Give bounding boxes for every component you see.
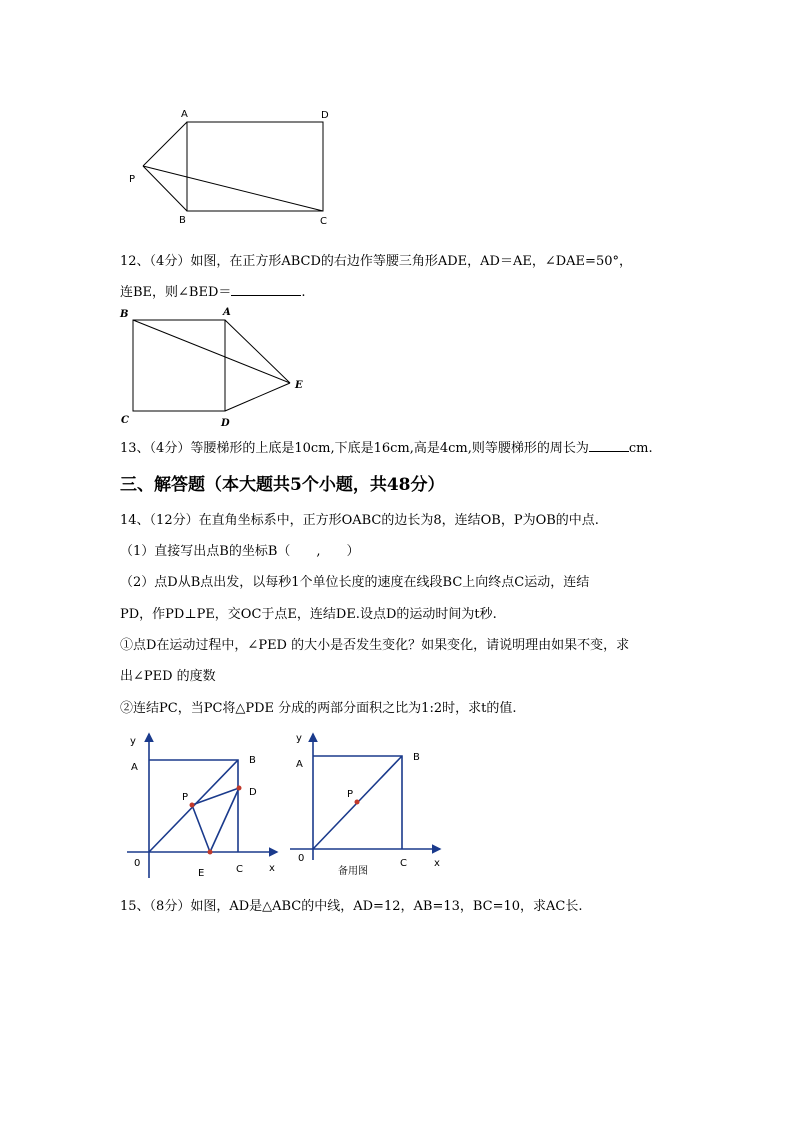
label-c: C <box>236 864 243 875</box>
q14-q1-line1: ①点D在运动过程中，∠PED 的大小是否发生变化？如果变化，请说明理由如果不变，求 <box>120 638 630 653</box>
figure-coordinate-spare <box>288 728 448 883</box>
q14-sub2-line2: PD，作PD⊥PE，交OC于点E，连结DE.设点D的运动时间为t秒. <box>120 607 497 622</box>
label-b: B <box>413 752 420 763</box>
q14-sub2-line1: （2）点D从B点出发，以每秒1个单位长度的速度在线段BC上向终点C运动，连结 <box>120 575 590 590</box>
point-d <box>237 786 242 791</box>
label-a: A <box>131 762 138 773</box>
square-bacd <box>133 320 225 411</box>
label-e: E <box>295 380 303 391</box>
figure-square-ade <box>115 304 315 429</box>
label-p: P <box>182 792 189 803</box>
label-e: E <box>198 868 205 879</box>
q12-prefix: 连BE，则∠BED＝ <box>120 285 232 300</box>
point-p <box>190 803 195 808</box>
q12-answer-blank[interactable] <box>231 283 301 296</box>
point-p <box>355 800 360 805</box>
figure-coordinate-main <box>125 728 285 883</box>
label-d: D <box>321 110 329 121</box>
q12-line2 <box>120 281 306 300</box>
q14-q1-line2: 出∠PED 的度数 <box>120 669 216 684</box>
label-c: C <box>400 858 407 869</box>
label-c: C <box>320 216 327 227</box>
q13-answer-blank[interactable] <box>589 439 629 452</box>
q13-text: 13、（4分）等腰梯形的上底是10cm,下底是16cm,高是4cm,则等腰梯形的周长为 <box>120 441 589 456</box>
label-d: D <box>249 787 257 798</box>
label-b: B <box>179 215 186 226</box>
label-p: P <box>129 174 136 185</box>
label-x: x <box>269 863 275 874</box>
segment-pa <box>143 122 187 166</box>
label-p: P <box>347 789 354 800</box>
segment-pc <box>143 166 323 211</box>
label-a: A <box>296 759 303 770</box>
label-d: D <box>221 418 230 429</box>
label-b: B <box>249 755 256 766</box>
point-e <box>208 850 213 855</box>
segment-ae <box>225 320 290 383</box>
label-o: 0 <box>134 858 141 869</box>
q13-line <box>120 437 653 456</box>
label-o: 0 <box>298 853 305 864</box>
label-y: y <box>130 736 136 747</box>
q12-suffix: . <box>301 285 306 300</box>
q14-q2: ②连结PC，当PC将△PDE 分成的两部分面积之比为1:2时，求t的值. <box>120 701 517 716</box>
segment-pb <box>143 166 187 211</box>
rect-abcd <box>187 122 323 211</box>
segment-pe <box>192 805 210 852</box>
label-y: y <box>296 733 302 744</box>
q12-line1: 12、（4分）如图，在正方形ABCD的右边作等腰三角形ADE，AD＝AE，∠DAE=50°， <box>120 254 632 269</box>
label-b: B <box>120 309 129 320</box>
segment-be <box>133 320 290 383</box>
label-a: A <box>181 109 188 120</box>
figure-rectangle-p <box>120 100 340 230</box>
section-heading: 三、解答题（本大题共5个小题，共48分） <box>120 475 445 495</box>
q14-sub1: （1）直接写出点B的坐标B（ , ） <box>120 544 360 559</box>
label-x: x <box>434 858 440 869</box>
label-c: C <box>121 415 129 426</box>
q15-line: 15、（8分）如图，AD是△ABC的中线，AD=12，AB=13，BC=10，求AC长. <box>120 899 583 914</box>
caption-spare: 备用图 <box>338 866 368 877</box>
q13-unit: cm. <box>628 441 653 456</box>
q14-line1: 14、（12分）在直角坐标系中，正方形OABC的边长为8，连结OB，P为OB的中点. <box>120 513 599 528</box>
segment-de <box>225 383 290 411</box>
label-a: A <box>223 307 231 318</box>
